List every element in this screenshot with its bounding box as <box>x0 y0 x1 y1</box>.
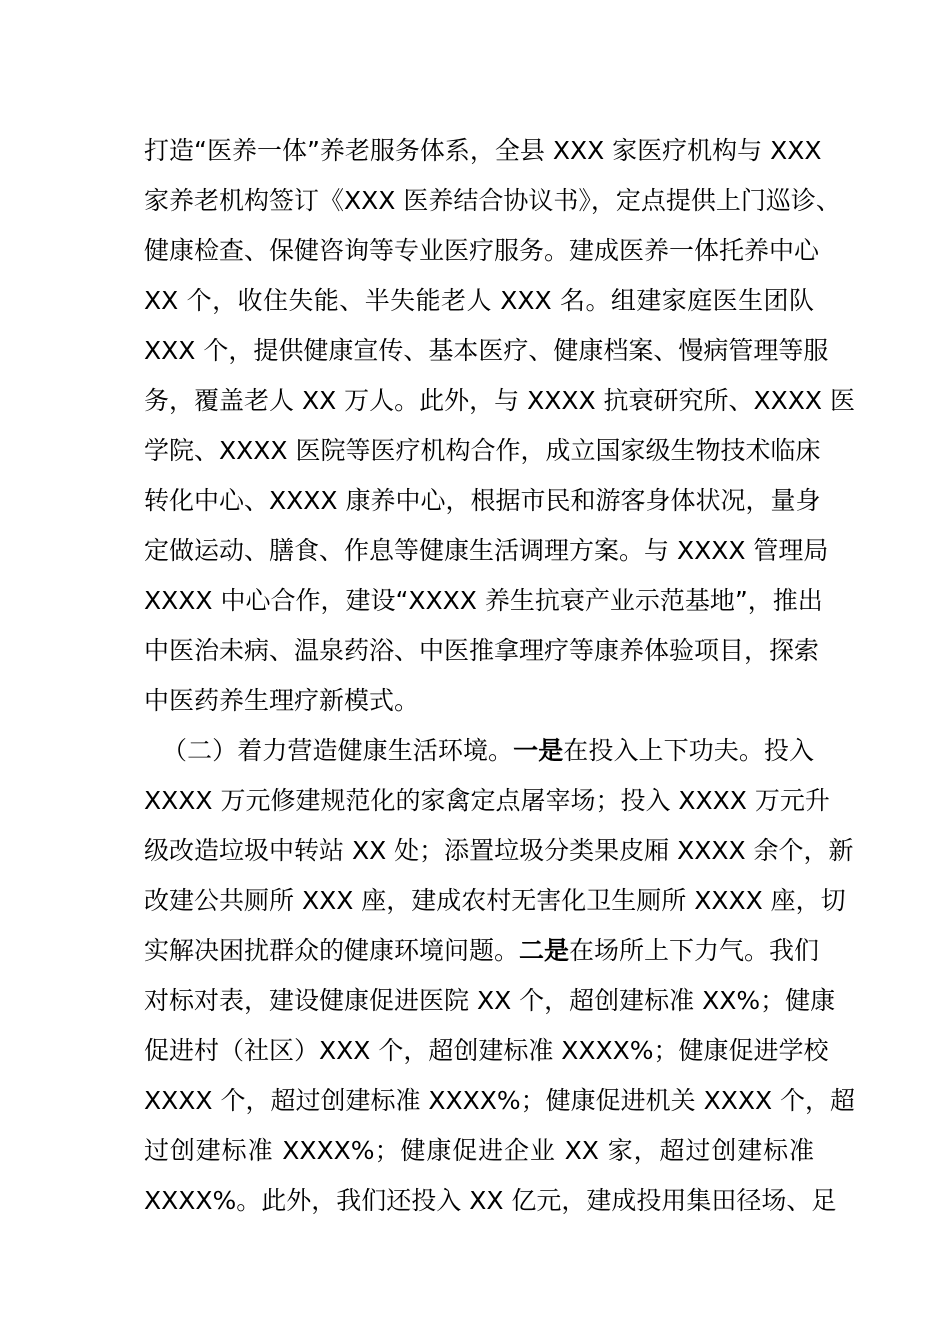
paragraph-2-line: 级改造垃圾中转站 XX 处；添置垃圾分类果皮厢 XXXX 余个，新 <box>144 836 854 865</box>
paragraph-2-line: 改建公共厕所 XXX 座，建成农村无害化卫生厕所 XXXX 座，切 <box>144 886 846 915</box>
paragraph-1-line: 定做运动、膳食、作息等健康生活调理方案。与 XXXX 管理局 <box>144 536 829 565</box>
paragraph-2-text: 实解决困扰群众的健康环境问题。 <box>144 936 520 965</box>
point-one-marker: 一是 <box>513 736 564 765</box>
paragraph-2-line: XXXX 万元修建规范化的家禽定点屠宰场；投入 XXXX 万元升 <box>144 786 830 815</box>
document-body <box>144 126 856 1226</box>
point-two-marker: 二是 <box>519 936 570 965</box>
paragraph-2-line: 过创建标准 XXXX%；健康促进企业 XX 家，超过创建标准 <box>144 1136 814 1165</box>
paragraph-1-line: XX 个，收住失能、半失能老人 XXX 名。组建家庭医生团队 <box>144 286 814 315</box>
paragraph-1-line: 健康检查、保健咨询等专业医疗服务。建成医养一体托养中心 <box>144 236 820 265</box>
paragraph-1-line: 中医药养生理疗新模式。 <box>144 686 420 715</box>
paragraph-1-line: 打造“医养一体”养老服务体系，全县 XXX 家医疗机构与 XXX <box>144 136 822 165</box>
paragraph-1-line: 家养老机构签订《XXX 医养结合协议书》，定点提供上门巡诊、 <box>144 186 841 215</box>
paragraph-2-first-line <box>144 726 814 776</box>
paragraph-1-line: 中医治未病、温泉药浴、中医推拿理疗等康养体验项目，探索 <box>144 636 820 665</box>
paragraph-2-line <box>144 926 820 976</box>
paragraph-1-line: XXX 个，提供健康宣传、基本医疗、健康档案、慢病管理等服 <box>144 336 829 365</box>
paragraph-1-line: 学院、XXXX 医院等医疗机构合作，成立国家级生物技术临床 <box>144 436 821 465</box>
paragraph-1-line: 务，覆盖老人 XX 万人。此外，与 XXXX 抗衰研究所、XXXX 医 <box>144 386 856 415</box>
section-heading-text: （二）着力营造健康生活环境。 <box>162 736 514 765</box>
paragraph-2-line: 促进村（社区）XXX 个，超创建标准 XXXX%；健康促进学校 <box>144 1036 829 1065</box>
paragraph-1-line: XXXX 中心合作，建设“XXXX 养生抗衰产业示范基地”，推出 <box>144 586 823 615</box>
paragraph-2-line: XXXX%。此外，我们还投入 XX 亿元，建成投用集田径场、足 <box>144 1186 837 1215</box>
paragraph-2-line: 对标对表，建设健康促进医院 XX 个，超创建标准 XX%；健康 <box>144 986 836 1015</box>
paragraph-2-text: 在场所上下力气。我们 <box>569 936 820 965</box>
paragraph-2-line: XXXX 个，超过创建标准 XXXX%；健康促进机关 XXXX 个，超 <box>144 1086 856 1115</box>
paragraph-1-line: 转化中心、XXXX 康养中心，根据市民和游客身体状况，量身 <box>144 486 821 515</box>
paragraph-2-text: 在投入上下功夫。投入 <box>563 736 814 765</box>
